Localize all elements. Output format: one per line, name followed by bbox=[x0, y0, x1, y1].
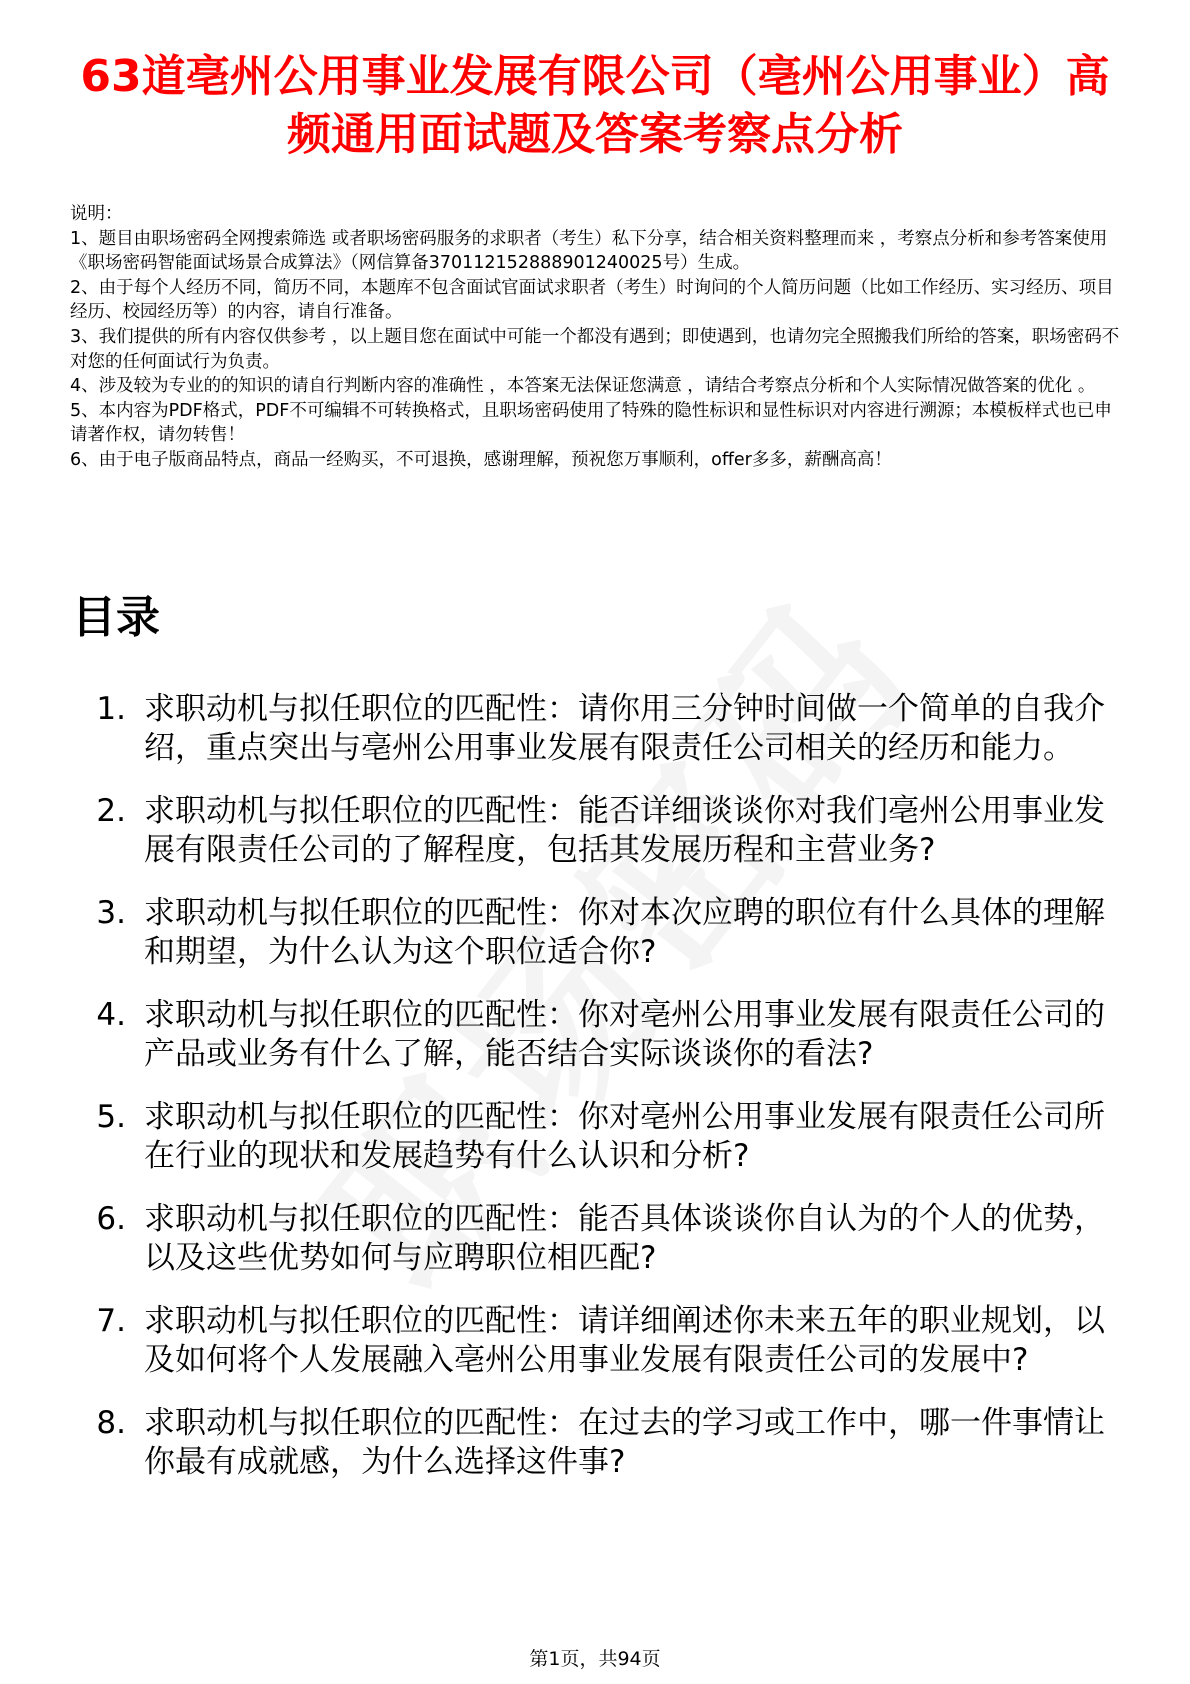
toc-item-text: 求职动机与拟任职位的匹配性：你对本次应聘的职位有什么具体的理解和期望，为什么认为这个职位适合你? bbox=[144, 895, 1105, 970]
note-item: 4、涉及较为专业的的知识的请自行判断内容的准确性 ，本答案无法保证您满意 ，请结合考察点分析和个人实际情况做答案的优化 。 bbox=[70, 376, 1096, 397]
toc-item[interactable] bbox=[70, 894, 1110, 972]
toc-item-number: 1. bbox=[96, 691, 126, 727]
toc-item[interactable] bbox=[70, 1404, 1110, 1482]
toc-item[interactable] bbox=[70, 690, 1110, 768]
notes-section bbox=[70, 202, 1120, 473]
toc-item-number: 3. bbox=[96, 895, 126, 931]
toc-item-text: 求职动机与拟任职位的匹配性：在过去的学习或工作中，哪一件事情让你最有成就感，为什么选择这件事? bbox=[144, 1405, 1105, 1480]
note-item: 6、由于电子版商品特点，商品一经购买，不可退换，感谢理解，预祝您万事顺利，offer多多，薪酬高高！ bbox=[70, 449, 892, 470]
toc-item[interactable] bbox=[70, 792, 1110, 870]
notes-heading: 说明： bbox=[70, 204, 123, 224]
toc-item-text: 求职动机与拟任职位的匹配性：你对亳州公用事业发展有限责任公司所在行业的现状和发展趋势有什么认识和分析? bbox=[144, 1099, 1105, 1174]
note-item: 1、题目由职场密码全网搜索筛选 或者职场密码服务的求职者（考生）私下分享，结合相关资料整理而来 ，考察点分析和参考答案使用《职场密码智能面试场景合成算法》（网信算备370112152888901240025号）生成。 bbox=[70, 228, 1108, 274]
table-of-contents bbox=[70, 690, 1110, 1506]
toc-item[interactable] bbox=[70, 1098, 1110, 1176]
toc-item[interactable] bbox=[70, 1200, 1110, 1278]
toc-item-text: 求职动机与拟任职位的匹配性：请详细阐述你未来五年的职业规划，以及如何将个人发展融入亳州公用事业发展有限责任公司的发展中? bbox=[144, 1303, 1105, 1378]
page-footer: 第1页，共94页 bbox=[529, 1648, 661, 1670]
note-item: 3、我们提供的所有内容仅供参考 ，以上题目您在面试中可能一个都没有遇到；即使遇到，也请勿完全照搬我们所给的答案，职场密码不对您的任何面试行为负责。 bbox=[70, 326, 1120, 372]
toc-heading: 目录 bbox=[72, 592, 160, 643]
toc-item-text: 求职动机与拟任职位的匹配性：请你用三分钟时间做一个简单的自我介绍，重点突出与亳州公用事业发展有限责任公司相关的经历和能力。 bbox=[144, 691, 1105, 766]
toc-item[interactable] bbox=[70, 1302, 1110, 1380]
toc-item-text: 求职动机与拟任职位的匹配性：能否具体谈谈你自认为的个人的优势，以及这些优势如何与应聘职位相匹配? bbox=[144, 1201, 1105, 1276]
toc-item-number: 5. bbox=[96, 1099, 126, 1135]
toc-item-number: 4. bbox=[96, 997, 126, 1033]
toc-item-number: 6. bbox=[96, 1201, 126, 1237]
toc-item[interactable] bbox=[70, 996, 1110, 1074]
toc-item-text: 求职动机与拟任职位的匹配性：你对亳州公用事业发展有限责任公司的产品或业务有什么了解，能否结合实际谈谈你的看法? bbox=[144, 997, 1105, 1072]
note-item: 5、本内容为PDF格式，PDF不可编辑不可转换格式，且职场密码使用了特殊的隐性标识和显性标识对内容进行溯源；本模板样式也已申请著作权，请勿转售！ bbox=[70, 400, 1112, 446]
document-title: 63道亳州公用事业发展有限公司（亳州公用事业）高频通用面试题及答案考察点分析 bbox=[80, 51, 1110, 160]
note-item: 2、由于每个人经历不同，简历不同，本题库不包含面试官面试求职者（考生）时询问的个人简历问题（比如工作经历、实习经历、项目经历、校园经历等）的内容，请自行准备。 bbox=[70, 277, 1114, 323]
toc-item-number: 7. bbox=[96, 1303, 126, 1339]
toc-item-number: 8. bbox=[96, 1405, 126, 1441]
toc-item-number: 2. bbox=[96, 793, 126, 829]
toc-item-text: 求职动机与拟任职位的匹配性：能否详细谈谈你对我们亳州公用事业发展有限责任公司的了解程度，包括其发展历程和主营业务? bbox=[144, 793, 1105, 868]
